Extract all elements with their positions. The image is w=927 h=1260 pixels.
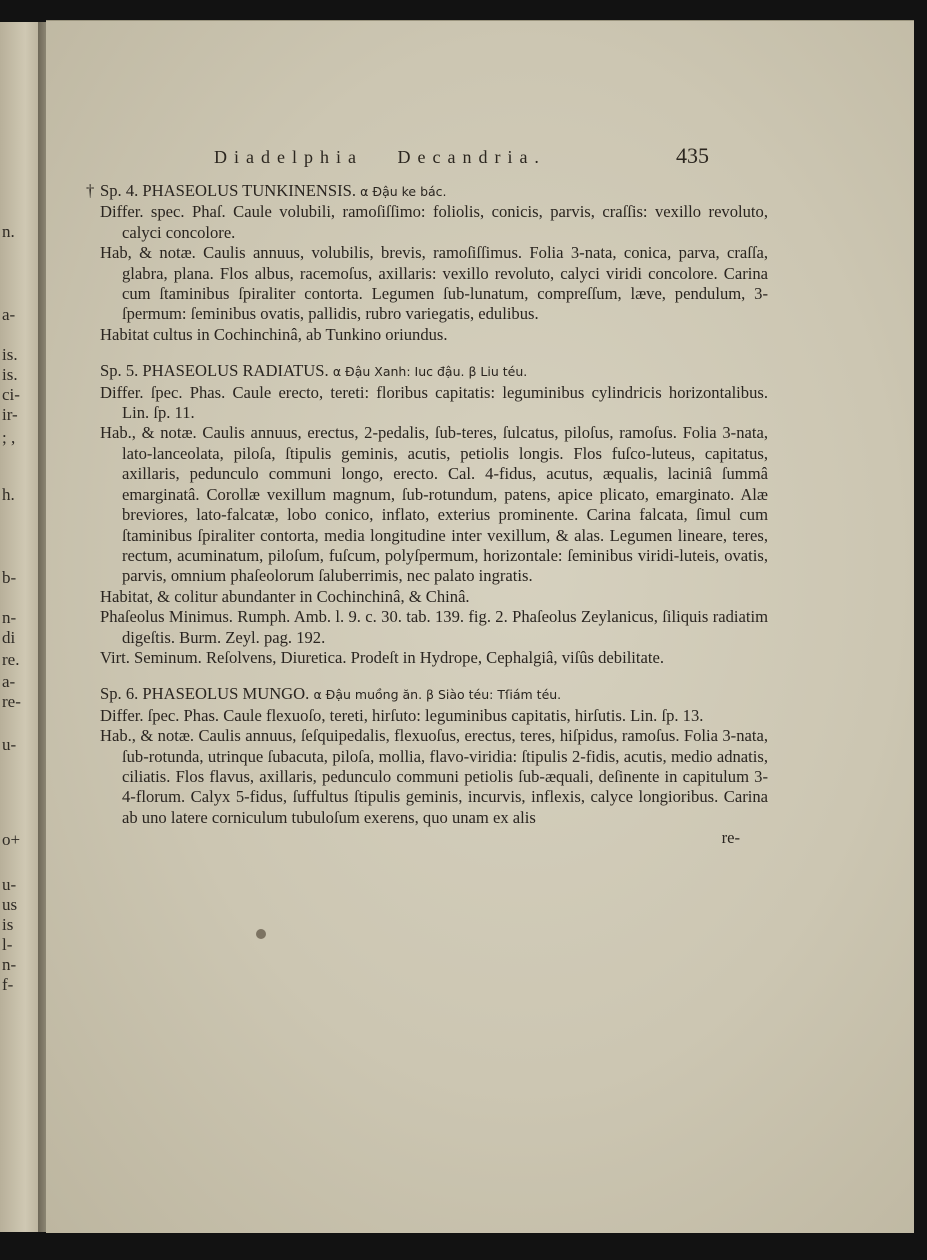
running-title-1: Diadelphia [214, 147, 363, 167]
species-title: Sp. 5. PHASEOLUS RADIATUS. [100, 361, 329, 381]
facing-page-fragment: is. [2, 345, 18, 364]
facing-page-fragment: a- [2, 305, 16, 324]
facing-page-fragment: n. [2, 222, 15, 241]
species-title: Sp. 6. PHASEOLUS MUNGO. [100, 684, 310, 704]
differentia: Differ. spec. Phaſ. Caule volubili, ramoſiſſimo: foliolis, conicis, parvis, craſſis: vexillo revoluto, calyci concolore. [100, 202, 768, 242]
facing-page-fragment: l- [2, 935, 13, 954]
facing-page-fragment: f- [2, 975, 14, 994]
description: Hab., & notæ. Caulis annuus, ſeſquipedalis, flexuoſus, erectus, teres, hiſpidus, ramoſus. Folia 3-nata, ſub-rotunda, utrinque ſubacuta, piloſa, mollia, flavo-viridia: ſtipulis 2-fidis, acutis, medio adnatis, ciliatis. Flos flavus, axillaris, pedunculo communi petiolis ſub-æquali, deſinente in capitulum 3-4-florum. Calyx 5-fidus, ſuffultus ſtipulis geminis, incurvis, inflexis, calyce longioribus. Carina ab uno latere corniculum tubuloſum exerens, quo unam ex alis [100, 726, 768, 827]
running-head [214, 147, 546, 168]
facing-page-fragment: h. [2, 485, 15, 504]
virtues: Virt. Seminum. Reſolvens, Diuretica. Prodeſt in Hydrope, Cephalgiâ, viſûs debilitate. [100, 647, 665, 667]
species-entry [86, 181, 768, 345]
facing-page-fragment: re. [2, 650, 20, 669]
facing-page-fragment: ; , [2, 428, 16, 447]
page-number: 435 [676, 143, 709, 168]
facing-page-fragment: n- [2, 955, 17, 974]
description: Hab, & notæ. Caulis annuus, volubilis, brevis, ramoſiſſimus. Folia 3-nata, conica, parva, craſſa, glabra, plana. Flos albus, racemoſus, axillaris: vexillo revoluto, calyci viridi concolore. Carina cum ſtaminibus ſpiraliter contorta. Legumen ſub-lunatum, compreſſum, læve, pendulum, 3-ſpermum: ſeminibus ovatis, pallidis, rubro variegatis, edulibus. [100, 243, 768, 324]
page-body [86, 181, 768, 849]
species-entry [100, 361, 768, 668]
facing-page-fragment: is [2, 915, 14, 934]
facing-page-fragment: re- [2, 692, 21, 711]
habitat: Habitat, & colitur abundanter in Cochinchinâ, & Chinâ. [100, 586, 470, 606]
running-title-2: Decandria. [397, 147, 546, 167]
facing-page-fragment: ci- [2, 385, 20, 404]
facing-page-fragment: di [2, 628, 16, 647]
facing-page-fragment: us [2, 895, 18, 914]
differentia: Differ. ſpec. Phas. Caule flexuoſo, tereti, hirſuto: leguminibus capitatis, hirſutis. Lin. ſp. 13. [100, 705, 704, 725]
description: Hab., & notæ. Caulis annuus, erectus, 2-pedalis, ſub-teres, ſulcatus, piloſus, ramoſus. Folia 3-nata, lato-lanceolata, piloſa, ſtipulis geminis, acutis, petiolis longis. Flos fuſco-luteus, capitatus, axillaris, pedunculo communi longo, erecto. Cal. 4-fidus, acutus, æqualis, laciniâ ſummâ emarginatâ. Corollæ vexillum magnum, ſub-rotundum, patens, apice plicato, emarginato. Alæ breviores, lato-falcatæ, lobo conico, inflato, exterius prominente. Carina falcata, ſimul cum ſtaminibus ſpiraliter contorta, media longitudine inter vexillum, & alas. Legumen lineare, teres, rectum, acuminatum, piloſum, fuſcum, polyſpermum, horizontale: ſeminibus viridi-luteis, ovatis, parvis, omnium phaſeolorum ſaluberrimis, nec palato ingratis. [100, 423, 768, 586]
vernacular-name: α Đậu ke bác. [360, 184, 447, 199]
facing-page-fragment: o+ [2, 830, 21, 849]
habitat: Habitat cultus in Cochinchinâ, ab Tunkino oriundus. [100, 324, 448, 344]
catchword: re- [721, 828, 740, 848]
book-page [46, 20, 914, 1233]
facing-page-fragment: n- [2, 608, 17, 627]
facing-page-fragment: u- [2, 875, 17, 894]
synonymy: Phaſeolus Minimus. Rumph. Amb. l. 9. c. 30. tab. 139. fig. 2. Phaſeolus Zeylanicus, ſiliquis radiatim digeſtis. Burm. Zeyl. pag. 192. [100, 607, 768, 647]
dagger-mark: † [86, 181, 95, 200]
facing-page-fragment: u- [2, 735, 17, 754]
species-heading [86, 181, 768, 202]
ink-spot [256, 929, 266, 939]
species-title: Sp. 4. PHASEOLUS TUNKINENSIS. [100, 181, 357, 200]
facing-page-fragment: a- [2, 672, 16, 691]
differentia: Differ. ſpec. Phas. Caule erecto, tereti: floribus capitatis: leguminibus cylindricis horizontalibus. Lin. ſp. 11. [100, 382, 768, 423]
vernacular-name: α Đậu muồng ăn. β Siào téu: Tſiám téu. [313, 687, 562, 703]
facing-page-fragment: b- [2, 568, 17, 587]
vernacular-name: α Đậu Xanh: Iuc đậu. β Liu téu. [332, 364, 528, 380]
species-heading [100, 361, 768, 382]
species-entry [100, 684, 768, 828]
facing-page-fragment: is. [2, 365, 18, 384]
species-heading [100, 684, 768, 705]
facing-page-edge [0, 22, 42, 1232]
facing-page-fragment: ir- [2, 405, 18, 424]
